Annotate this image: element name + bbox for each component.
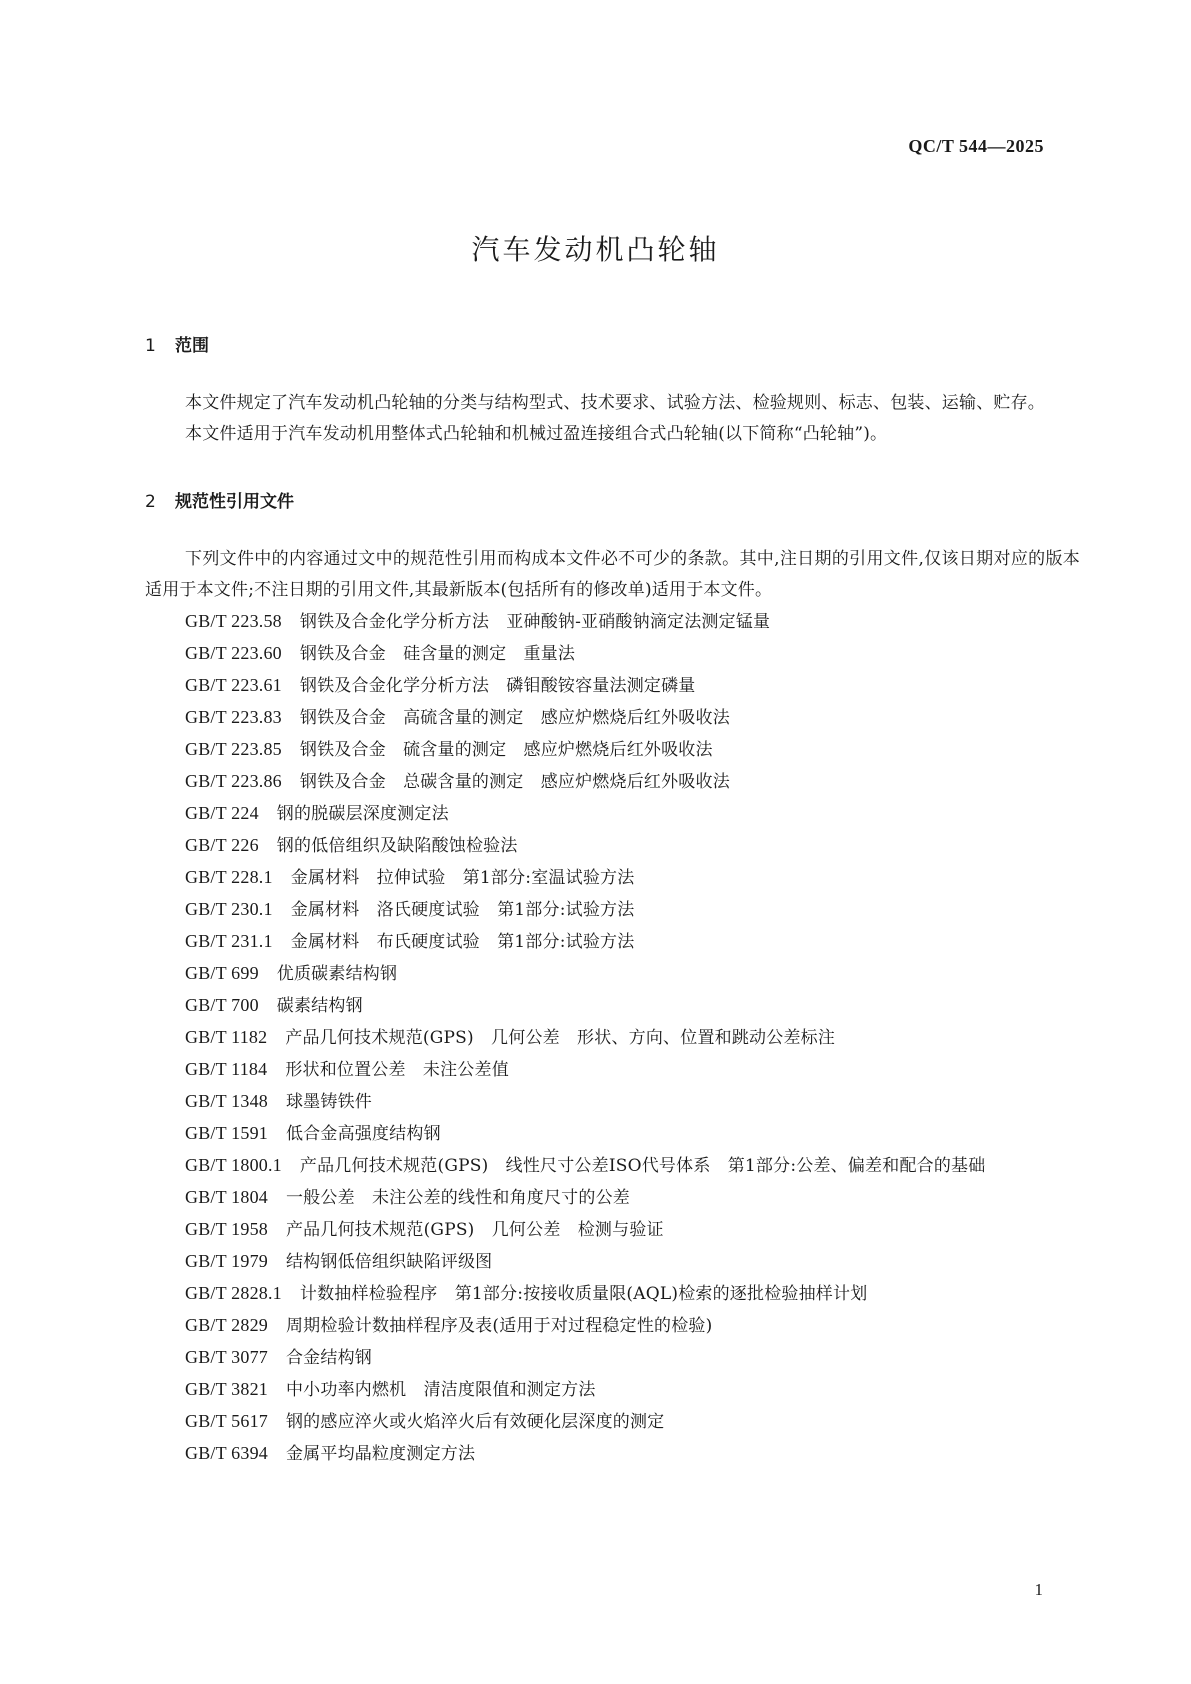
reference-code: GB/T 2829 — [185, 1315, 268, 1335]
reference-item — [145, 734, 1080, 766]
reference-code: GB/T 3077 — [185, 1347, 268, 1367]
reference-item — [145, 1214, 1080, 1246]
reference-item — [145, 1438, 1080, 1470]
reference-item — [145, 1022, 1080, 1054]
reference-code: GB/T 700 — [185, 995, 259, 1015]
reference-code: GB/T 230.1 — [185, 899, 273, 919]
reference-title: 钢的低倍组织及缺陷酸蚀检验法 — [276, 836, 518, 856]
reference-code: GB/T 231.1 — [185, 931, 273, 951]
reference-item — [145, 1150, 1080, 1182]
reference-title: 钢铁及合金 总碳含量的测定 感应炉燃烧后红外吸收法 — [299, 772, 730, 792]
reference-item — [145, 1246, 1080, 1278]
reference-code: GB/T 223.60 — [185, 643, 282, 663]
reference-title: 金属材料 洛氏硬度试验 第1部分:试验方法 — [290, 900, 635, 920]
section-heading — [145, 334, 1080, 358]
reference-title: 产品几何技术规范(GPS) 线性尺寸公差ISO代号体系 第1部分:公差、偏差和配合的基础 — [299, 1156, 986, 1176]
document-code: QC/T 544—2025 — [908, 136, 1044, 156]
reference-code: GB/T 1804 — [185, 1187, 268, 1207]
reference-title: 结构钢低倍组织缺陷评级图 — [285, 1252, 493, 1272]
reference-item — [145, 862, 1080, 894]
section-number: 2 — [145, 492, 156, 512]
reference-item — [145, 1054, 1080, 1086]
reference-title: 低合金高强度结构钢 — [285, 1124, 441, 1144]
reference-code: GB/T 1958 — [185, 1219, 268, 1239]
reference-title: 金属平均晶粒度测定方法 — [285, 1444, 476, 1464]
section-heading — [145, 490, 1080, 514]
reference-title: 金属材料 布氏硬度试验 第1部分:试验方法 — [290, 932, 635, 952]
reference-item — [145, 990, 1080, 1022]
section-normative-references — [145, 490, 1080, 1470]
reference-item — [145, 702, 1080, 734]
reference-code: GB/T 6394 — [185, 1443, 268, 1463]
reference-title: 周期检验计数抽样程序及表(适用于对过程稳定性的检验) — [285, 1316, 713, 1336]
reference-code: GB/T 1184 — [185, 1059, 268, 1079]
reference-title: 形状和位置公差 未注公差值 — [285, 1060, 509, 1080]
reference-code: GB/T 5617 — [185, 1411, 268, 1431]
reference-title: 钢铁及合金 高硫含量的测定 感应炉燃烧后红外吸收法 — [299, 708, 730, 728]
reference-list — [145, 606, 1080, 1470]
reference-title: 钢的感应淬火或火焰淬火后有效硬化层深度的测定 — [285, 1412, 665, 1432]
reference-title: 钢铁及合金化学分析方法 亚砷酸钠-亚硝酸钠滴定法测定锰量 — [299, 612, 771, 632]
reference-title: 中小功率内燃机 清洁度限值和测定方法 — [285, 1380, 596, 1400]
reference-title: 碳素结构钢 — [276, 996, 363, 1016]
reference-code: GB/T 1979 — [185, 1251, 268, 1271]
reference-title: 产品几何技术规范(GPS) 几何公差 检测与验证 — [285, 1220, 664, 1240]
reference-code: GB/T 2828.1 — [185, 1283, 282, 1303]
page-title: 汽车发动机凸轮轴 — [471, 233, 720, 266]
reference-title: 优质碳素结构钢 — [276, 964, 398, 984]
reference-code: GB/T 223.86 — [185, 771, 282, 791]
reference-code: GB/T 223.58 — [185, 611, 282, 631]
reference-code: GB/T 223.85 — [185, 739, 282, 759]
reference-item — [145, 1086, 1080, 1118]
reference-item — [145, 1118, 1080, 1150]
reference-code: GB/T 224 — [185, 803, 259, 823]
reference-item — [145, 1406, 1080, 1438]
reference-code: GB/T 223.61 — [185, 675, 282, 695]
reference-code: GB/T 226 — [185, 835, 259, 855]
reference-item — [145, 1342, 1080, 1374]
reference-title: 钢铁及合金化学分析方法 磷钼酸铵容量法测定磷量 — [299, 676, 696, 696]
reference-title: 一般公差 未注公差的线性和角度尺寸的公差 — [285, 1188, 630, 1208]
reference-title: 钢的脱碳层深度测定法 — [276, 804, 449, 824]
reference-title: 计数抽样检验程序 第1部分:按接收质量限(AQL)检索的逐批检验抽样计划 — [299, 1284, 868, 1304]
reference-code: GB/T 228.1 — [185, 867, 273, 887]
reference-title: 钢铁及合金 硅含量的测定 重量法 — [299, 644, 576, 664]
reference-code: GB/T 1591 — [185, 1123, 268, 1143]
reference-item — [145, 798, 1080, 830]
reference-code: GB/T 1182 — [185, 1027, 268, 1047]
section-title: 范围 — [175, 336, 209, 356]
reference-item — [145, 606, 1080, 638]
section-title: 规范性引用文件 — [175, 492, 294, 512]
reference-title: 金属材料 拉伸试验 第1部分:室温试验方法 — [290, 868, 635, 888]
reference-item — [145, 1374, 1080, 1406]
reference-item — [145, 1278, 1080, 1310]
reference-item — [145, 766, 1080, 798]
reference-code: GB/T 3821 — [185, 1379, 268, 1399]
reference-item — [145, 958, 1080, 990]
reference-code: GB/T 1348 — [185, 1091, 268, 1111]
reference-item — [145, 926, 1080, 958]
reference-item — [145, 638, 1080, 670]
page-number: 1 — [1034, 1580, 1043, 1599]
document-body — [145, 334, 1080, 1470]
section-scope — [145, 334, 1080, 450]
reference-code: GB/T 1800.1 — [185, 1155, 282, 1175]
paragraph: 本文件规定了汽车发动机凸轮轴的分类与结构型式、技术要求、试验方法、检验规则、标志、包装、运输、贮存。 — [185, 393, 1045, 413]
section-number: 1 — [145, 336, 156, 356]
reference-code: GB/T 699 — [185, 963, 259, 983]
reference-title: 球墨铸铁件 — [285, 1092, 372, 1112]
reference-title: 合金结构钢 — [285, 1348, 372, 1368]
paragraph: 下列文件中的内容通过文中的规范性引用而构成本文件必不可少的条款。其中,注日期的引用文件,仅该日期对应的版本适用于本文件;不注日期的引用文件,其最新版本(包括所有的修改单)适用于本文件。 — [145, 549, 1080, 600]
reference-item — [145, 1182, 1080, 1214]
reference-item — [145, 670, 1080, 702]
reference-item — [145, 1310, 1080, 1342]
reference-item — [145, 894, 1080, 926]
reference-item — [145, 830, 1080, 862]
paragraph: 本文件适用于汽车发动机用整体式凸轮轴和机械过盈连接组合式凸轮轴(以下简称“凸轮轴”)。 — [185, 424, 888, 444]
reference-title: 产品几何技术规范(GPS) 几何公差 形状、方向、位置和跳动公差标注 — [285, 1028, 836, 1048]
reference-code: GB/T 223.83 — [185, 707, 282, 727]
reference-title: 钢铁及合金 硫含量的测定 感应炉燃烧后红外吸收法 — [299, 740, 713, 760]
